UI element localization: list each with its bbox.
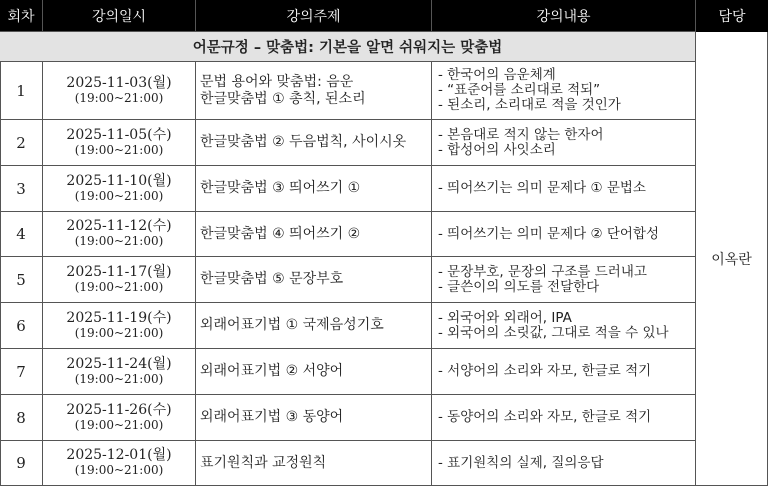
lecture-topic	[196, 120, 432, 166]
header-row	[0, 0, 696, 32]
table-row	[0, 257, 696, 303]
table-row	[0, 395, 696, 441]
lecture-topic	[196, 349, 432, 395]
lecture-date: 2025-11-12(수)	[66, 218, 172, 234]
lecture-datetime	[43, 395, 196, 441]
lecture-datetime	[43, 257, 196, 303]
lecture-content	[432, 303, 696, 349]
section-title: 어문규정 – 맞춤법: 기본을 알면 쉬워지는 맞춤법	[0, 32, 696, 62]
lecture-content	[432, 62, 696, 120]
lecture-datetime	[43, 212, 196, 257]
topic-line: 한글맞춤법 ③ 띄어쓰기 ①	[200, 180, 361, 196]
lecture-time: (19:00~21:00)	[74, 279, 164, 294]
topic-line: 한글맞춤법 ⑤ 문장부호	[200, 271, 344, 287]
lecture-content	[432, 395, 696, 441]
lecture-topic	[196, 62, 432, 120]
content-line: - 외국어와 외래어, IPA	[438, 311, 695, 326]
round-number: 4	[0, 212, 43, 257]
header-topic: 강의주제	[196, 0, 432, 32]
lecture-datetime	[43, 166, 196, 212]
lecture-date: 2025-11-19(수)	[66, 309, 172, 326]
table-row	[0, 120, 696, 166]
header-date: 강의일시	[43, 0, 196, 32]
lecture-content	[432, 212, 696, 257]
topic-line: 한글맞춤법 ④ 띄어쓰기 ②	[200, 225, 361, 242]
content-line: - 띄어쓰기는 의미 문제다 ② 단어합성	[438, 227, 695, 242]
topic-line: 외래어표기법 ② 서양어	[200, 363, 344, 379]
content-line: - 외국어의 소릿값, 그대로 적을 수 있나	[438, 326, 695, 341]
lecture-date: 2025-11-10(월)	[66, 172, 172, 189]
content-line: - “표준어를 소리대로 적되”	[438, 83, 695, 98]
round-number: 5	[0, 257, 43, 303]
round-number: 2	[0, 120, 43, 166]
topic-line: 한글맞춤법 ① 총칙, 된소리	[200, 90, 366, 107]
lecture-time: (19:00~21:00)	[74, 463, 164, 477]
lecture-time: (19:00~21:00)	[74, 371, 164, 386]
lecture-time: (19:00~21:00)	[74, 142, 164, 157]
lecture-datetime	[43, 303, 196, 349]
content-line: - 본음대로 적지 않는 한자어	[438, 128, 695, 143]
round-number: 1	[0, 62, 43, 120]
lecture-content	[432, 349, 696, 395]
content-line: - 띄어쓰기는 의미 문제다 ① 문법소	[438, 181, 695, 196]
header-instructor: 담당	[696, 0, 768, 32]
lecture-content	[432, 441, 696, 486]
lecture-date: 2025-11-24(월)	[66, 355, 172, 372]
lecture-topic	[196, 257, 432, 303]
topic-line: 외래어표기법 ① 국제음성기호	[200, 317, 384, 333]
lecture-topic	[196, 441, 432, 486]
table-row	[0, 166, 696, 212]
content-line: - 한국어의 음운체계	[438, 68, 695, 83]
topic-line: 문법 용어와 맞춤법: 음운	[200, 73, 354, 90]
lecture-content	[432, 120, 696, 166]
round-number: 3	[0, 166, 43, 212]
lecture-time: (19:00~21:00)	[74, 417, 164, 432]
instructor-cell: 이옥란	[696, 32, 768, 486]
topic-line: 표기원칙과 교정원칙	[200, 454, 327, 471]
table-row	[0, 441, 696, 486]
lecture-time: (19:00~21:00)	[74, 325, 164, 340]
lecture-date: 2025-11-26(수)	[66, 401, 172, 418]
content-line: - 문장부호, 문장의 구조를 드러내고	[438, 265, 695, 280]
round-number: 6	[0, 303, 43, 349]
table-row	[0, 212, 696, 257]
lecture-topic	[196, 166, 432, 212]
lecture-datetime	[43, 62, 196, 120]
lecture-datetime	[43, 441, 196, 486]
lecture-content	[432, 166, 696, 212]
content-line: - 된소리, 소리대로 적을 것인가	[438, 98, 695, 113]
lecture-time: (19:00~21:00)	[74, 90, 164, 105]
lecture-date: 2025-11-17(월)	[66, 263, 172, 280]
round-number: 9	[0, 441, 43, 486]
header-round: 회차	[0, 0, 43, 32]
content-line: - 글쓴이의 의도를 전달한다	[438, 280, 695, 295]
lecture-time: (19:00~21:00)	[74, 188, 164, 203]
lecture-topic	[196, 303, 432, 349]
topic-line: 외래어표기법 ③ 동양어	[200, 409, 344, 425]
table-row	[0, 62, 696, 120]
lecture-datetime	[43, 349, 196, 395]
lecture-topic	[196, 395, 432, 441]
round-number: 8	[0, 395, 43, 441]
lecture-date: 2025-11-03(월)	[66, 74, 172, 91]
topic-line: 한글맞춤법 ② 두음법칙, 사이시옷	[200, 134, 407, 150]
content-line: - 서양어의 소리와 자모, 한글로 적기	[438, 364, 695, 379]
lecture-topic	[196, 212, 432, 257]
header-content: 강의내용	[432, 0, 696, 32]
content-line: - 표기원칙의 실제, 질의응답	[438, 456, 695, 471]
lecture-date: 2025-12-01(월)	[66, 447, 172, 463]
table-row	[0, 349, 696, 395]
lecture-content	[432, 257, 696, 303]
lecture-time: (19:00~21:00)	[74, 234, 164, 248]
table-row	[0, 303, 696, 349]
lecture-date: 2025-11-05(수)	[66, 126, 172, 143]
lecture-datetime	[43, 120, 196, 166]
content-line: - 동양어의 소리와 자모, 한글로 적기	[438, 410, 695, 425]
round-number: 7	[0, 349, 43, 395]
content-line: - 합성어의 사잇소리	[438, 143, 695, 158]
